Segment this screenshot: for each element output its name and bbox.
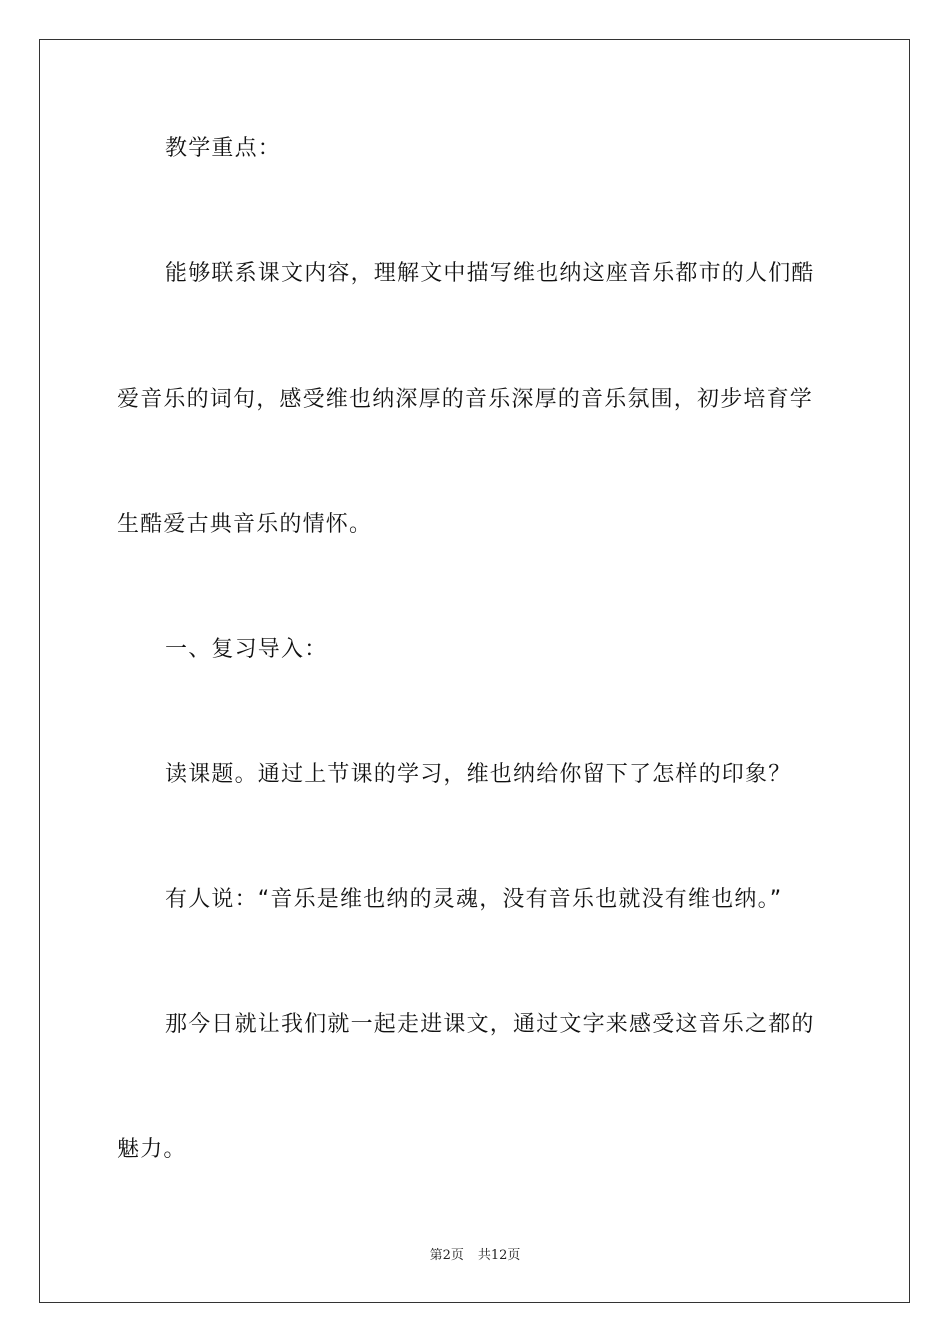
page-number: 第2页 [429, 1248, 464, 1263]
page-border [39, 39, 910, 1303]
paragraph-line: 有人说：“音乐是维也纳的灵魂，没有音乐也就没有维也纳。” [165, 887, 783, 912]
page-total: 共12页 [477, 1248, 521, 1263]
heading-teaching-focus: 教学重点： [165, 136, 282, 161]
paragraph-line: 魅力。 [117, 1137, 187, 1162]
paragraph-line: 那今日就让我们就一起走进课文，通过文字来感受这音乐之都的 [165, 1012, 815, 1037]
paragraph-line: 能够联系课文内容，理解文中描写维也纳这座音乐都市的人们酷 [165, 261, 815, 286]
paragraph-line: 读课题。通过上节课的学习，维也纳给你留下了怎样的印象？ [165, 762, 792, 787]
paragraph-line: 爱音乐的词句，感受维也纳深厚的音乐深厚的音乐氛围，初步培育学 [117, 387, 814, 412]
page-footer [0, 1247, 950, 1265]
paragraph-line: 生酷爱古典音乐的情怀。 [117, 512, 373, 537]
section-heading-review: 一、复习导入： [165, 637, 328, 662]
